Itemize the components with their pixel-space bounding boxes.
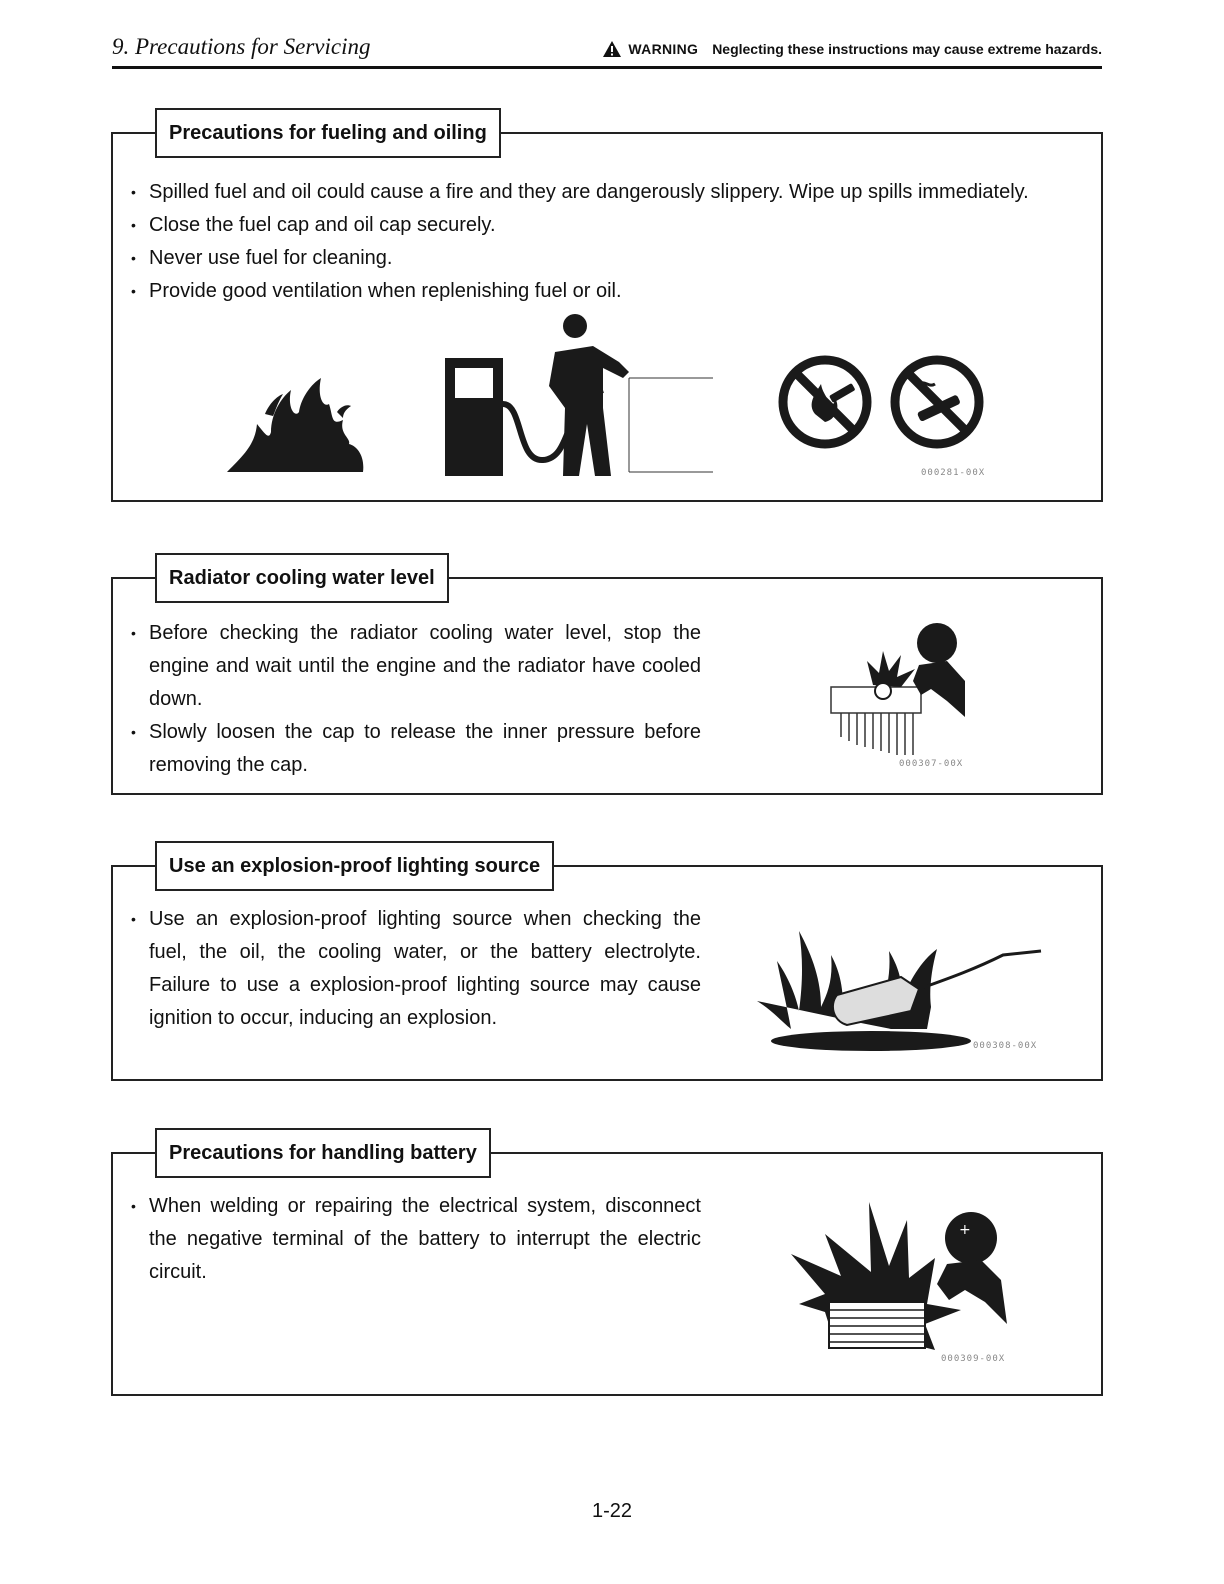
page-number: 1-22 <box>591 1500 633 1522</box>
figure-code: 000307-00X <box>899 759 964 769</box>
warning-word: WARNING <box>628 41 699 57</box>
bullet-item: • Never use fuel for cleaning. <box>113 242 1093 275</box>
bullet-list <box>113 617 701 782</box>
figure-code: 000281-00X <box>921 468 986 478</box>
flammable-lamp-illustration <box>751 911 1047 1059</box>
section-battery-handling <box>111 1142 1103 1396</box>
bullet-list <box>113 1190 701 1289</box>
fuel-pump-person-illustration <box>443 312 719 478</box>
figure-code: 000308-00X <box>973 1041 1038 1051</box>
bullet-list <box>113 176 1093 308</box>
bullet-item: • When welding or repairing the electrical system, disconnect the negative terminal of the battery to interrupt the electric circuit. <box>113 1190 701 1289</box>
page-header <box>112 30 1102 69</box>
bullet-item: • Provide good ventilation when replenishing fuel or oil. <box>113 275 1093 308</box>
section-explosion-proof-light <box>111 855 1103 1081</box>
bullet-list <box>113 903 701 1035</box>
no-smoking-sign-icon <box>889 354 985 450</box>
warning-text: Neglecting these instructions may cause extreme hazards. <box>712 41 1102 57</box>
flames-illustration <box>225 374 367 474</box>
no-fire-sign-icon <box>777 354 873 450</box>
bullet-item: • Close the fuel cap and oil cap securely. <box>113 209 1093 242</box>
radiator-cap-hazard-illustration <box>827 621 973 761</box>
section-radiator-water <box>111 567 1103 795</box>
warning-banner <box>602 40 1102 58</box>
section-title: Radiator cooling water level <box>155 553 449 603</box>
bullet-item: • Use an explosion-proof lighting source when checking the fuel, the oil, the cooling water, or the battery electrolyte. Failure to use a explosion-proof lighting source may cause ignition to occur, inducing an explosion. <box>113 903 701 1035</box>
section-title: Use an explosion-proof lighting source <box>155 841 554 891</box>
chapter-title: 9. Precautions for Servicing <box>112 34 371 59</box>
warning-triangle-icon <box>602 40 622 58</box>
figure-code: 000309-00X <box>941 1354 1006 1364</box>
bullet-item: • Slowly loosen the cap to release the inner pressure before removing the cap. <box>113 716 701 782</box>
bullet-item: • Spilled fuel and oil could cause a fire and they are dangerously slippery. Wipe up spills immediately. <box>113 176 1093 209</box>
bullet-item: • Before checking the radiator cooling water level, stop the engine and wait until the engine and the radiator have cooled down. <box>113 617 701 716</box>
section-title: Precautions for handling battery <box>155 1128 491 1178</box>
section-fueling-oiling <box>111 122 1103 502</box>
battery-explosion-illustration <box>785 1194 1013 1364</box>
svg-text:+: + <box>959 1222 971 1238</box>
section-title: Precautions for fueling and oiling <box>155 108 501 158</box>
